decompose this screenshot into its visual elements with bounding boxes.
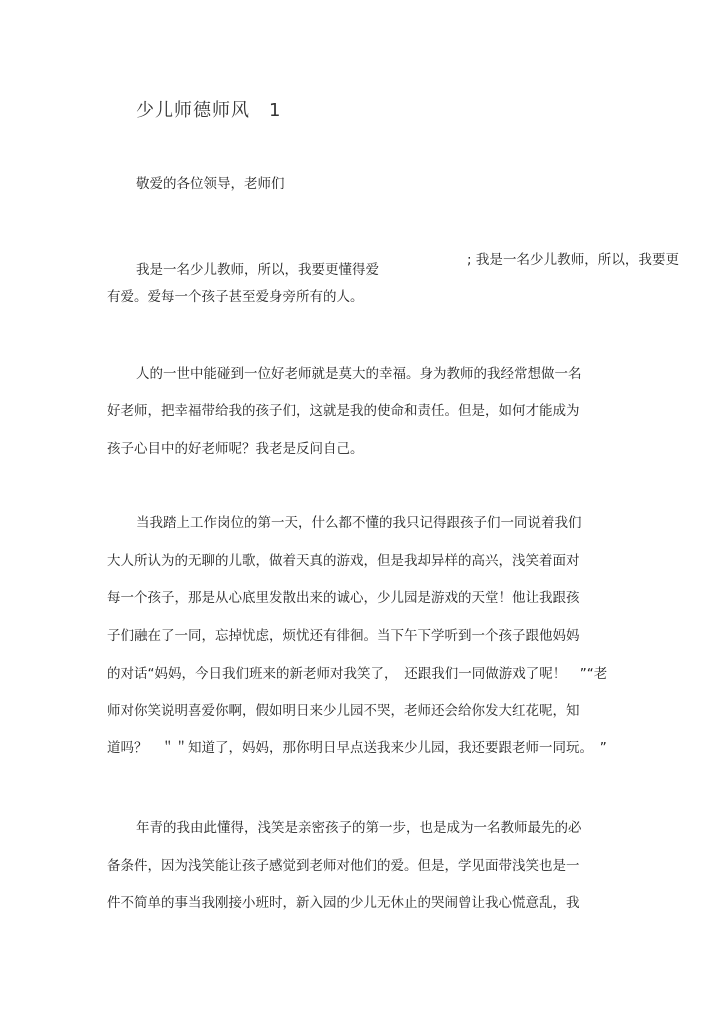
paragraph-line: 好老师，把幸福带给我的孩子们，这就是我的使命和责任。但是，如何才能成为 — [107, 403, 580, 419]
paragraph-line: 年青的我由此懂得，浅笑是亲密孩子的第一步，也是成为一名教师最先的必 — [136, 820, 582, 836]
paragraph-line: 件不简单的事当我刚接小班时，新入园的少儿无休止的哭闹曾让我心慌意乱，我 — [107, 895, 580, 911]
paragraph-line: 有爱。爱每一个孩子甚至爱身旁所有的人。 — [107, 289, 364, 305]
paragraph-line: 的对话“妈妈，今日我们班来的新老师对我笑了， 还跟我们一同做游戏了呢！ ”“老 — [107, 666, 608, 682]
paragraph-line: 人的一世中能碰到一位好老师就是莫大的幸福。身为教师的我经常想做一名 — [136, 366, 582, 382]
greeting: 敬爱的各位领导，老师们 — [136, 176, 285, 192]
paragraph-line: 道吗？ ＂＂知道了，妈妈，那你明日早点送我来少儿园，我还要跟老师一同玩。 ” — [107, 740, 607, 756]
paragraph-line: 孩子心目中的好老师呢？我老是反问自己。 — [107, 441, 364, 457]
document-title: 少儿师德师风 1 — [136, 100, 282, 121]
paragraph-line: 备条件，因为浅笑能让孩子感觉到老师对他们的爱。但是，学见面带浅笑也是一 — [107, 858, 580, 874]
paragraph-line: 大人所认为的无聊的儿歌，做着天真的游戏，但是我却异样的高兴，浅笑着面对 — [107, 553, 580, 569]
paragraph-line: 我是一名少儿教师，所以，我要更懂得爱 — [136, 262, 379, 278]
paragraph-line: 子们融在了一同，忘掉忧虑，烦忧还有徘徊。当下午下学听到一个孩子跟他妈妈 — [107, 628, 580, 644]
paragraph-line: 师对你笑说明喜爱你啊，假如明日来少儿园不哭，老师还会给你发大红花呢，知 — [107, 703, 580, 719]
paragraph-line: 每一个孩子，那是从心底里发散出来的诚心，少儿园是游戏的天堂！他让我跟孩 — [107, 590, 580, 606]
paragraph-line: 当我踏上工作岗位的第一天，什么都不懂的我只记得跟孩子们一同说着我们 — [136, 515, 582, 531]
paragraph-line: ; 我是一名少儿教师，所以，我要更 — [467, 252, 679, 268]
